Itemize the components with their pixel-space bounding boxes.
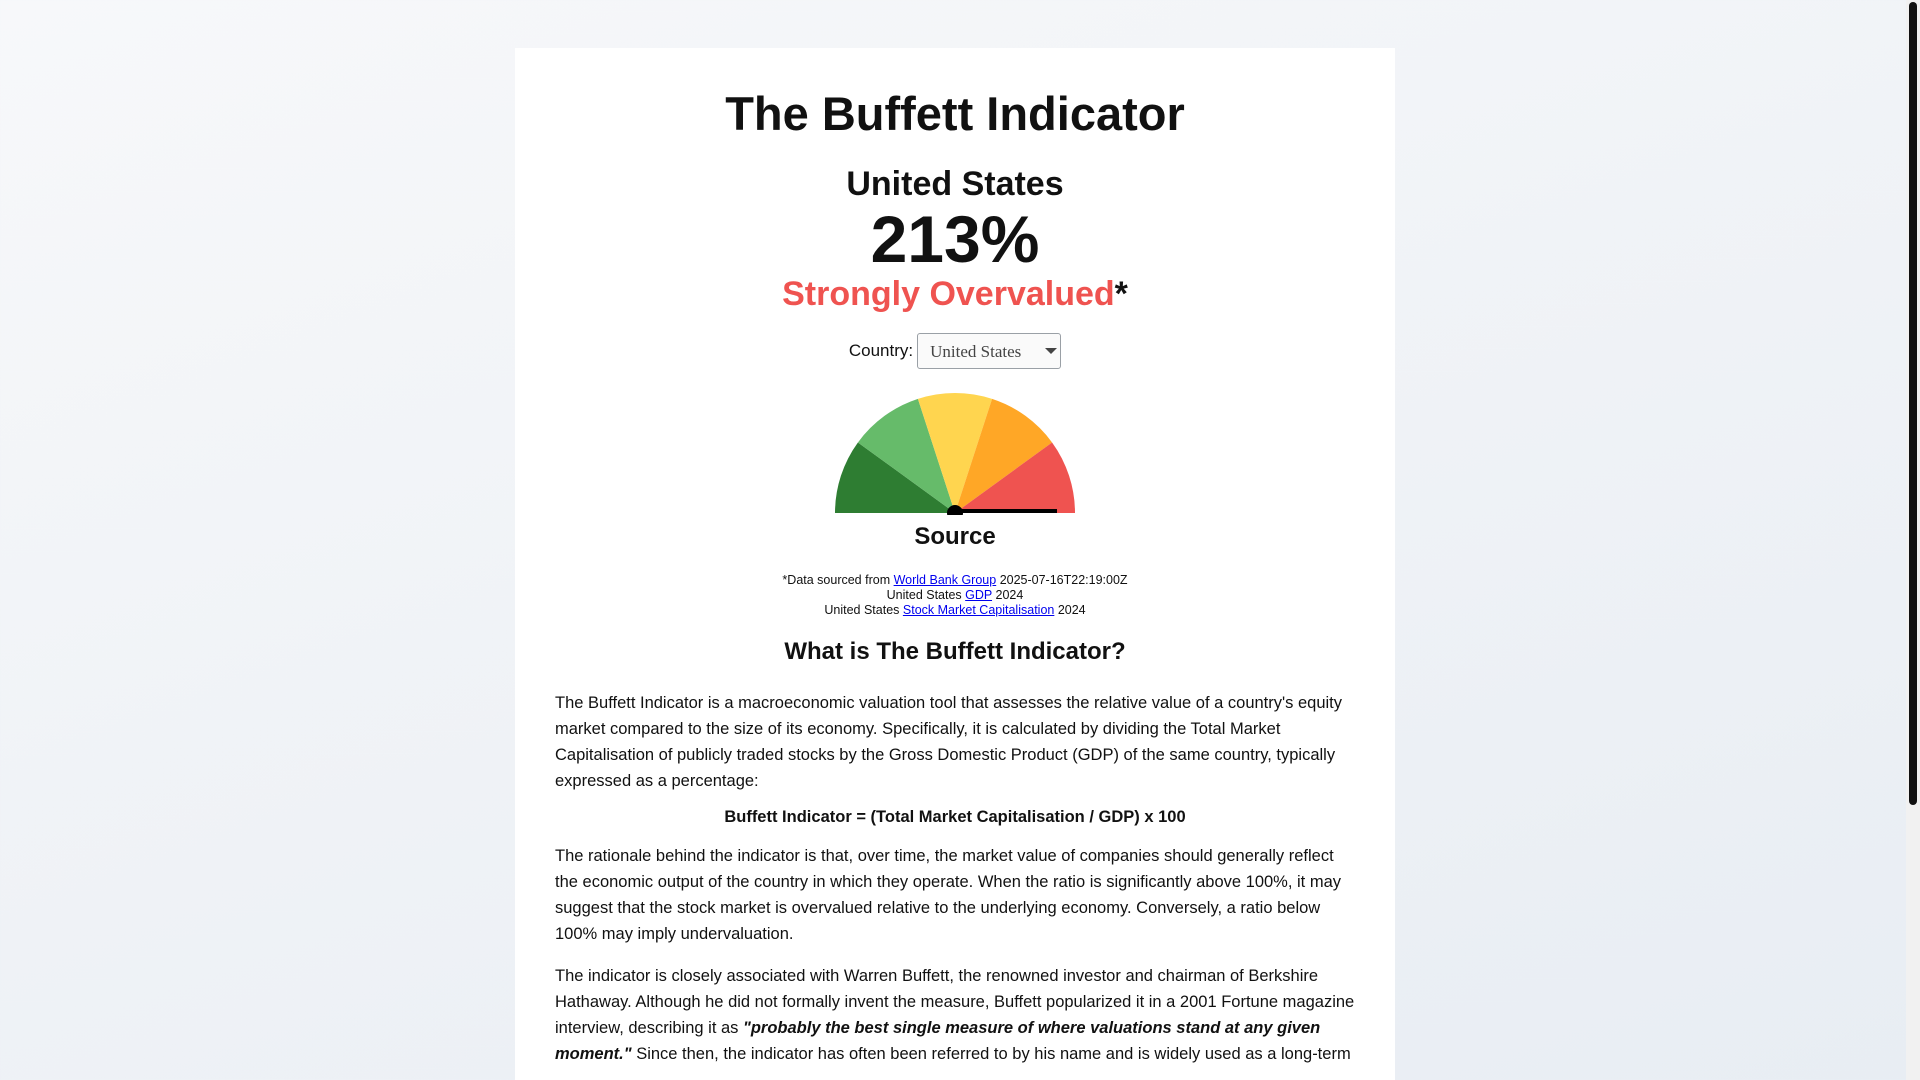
source-timestamp: 2025-07-16T22:19:00Z: [999, 573, 1128, 588]
gdp-country: United States: [886, 588, 962, 603]
source-line-gdp: [555, 588, 1355, 603]
indicator-formula: Buffett Indicator = (Total Market Capitalisation / GDP) x 100: [724, 808, 1186, 827]
scrollbar-thumb[interactable]: [1909, 2, 1917, 805]
about-paragraph-3: [555, 963, 1355, 1067]
verdict-footnote-mark: *: [1114, 275, 1128, 314]
about-paragraph-3-intro: The indicator is closely associated with Warren Buffett, the renowned investor and chairman of Berkshire Hathaway. Although he did not formally invent the measure, Buffett popularized it in a 2001 Fortune magazine interview, describing it as: [555, 967, 1355, 1038]
page-scrollbar[interactable]: [1906, 0, 1920, 1080]
valuation-verdict: Strongly Overvalued: [782, 275, 1115, 314]
indicator-ratio: 213%: [870, 202, 1040, 277]
gauge-container: [555, 387, 1355, 515]
gdp-year: 2024: [995, 588, 1024, 603]
country-select[interactable]: [917, 333, 1061, 369]
page-title: The Buffett Indicator: [725, 87, 1185, 140]
country-selector-label: Country:: [848, 341, 914, 361]
gdp-link[interactable]: GDP: [965, 588, 993, 603]
market-cap-link[interactable]: Stock Market Capitalisation: [902, 603, 1055, 618]
country-name: United States: [846, 165, 1064, 204]
valuation-gauge: [825, 387, 1085, 515]
country-select-value: United States: [930, 342, 1022, 362]
about-heading: What is The Buffett Indicator?: [784, 638, 1126, 666]
buffett-quote: "probably the best single measure of where valuations stand at any given moment.": [555, 1019, 1321, 1064]
source-line-market-cap: [555, 603, 1355, 618]
market-cap-year: 2024: [1057, 603, 1086, 618]
source-heading: Source: [914, 523, 996, 551]
valuation-verdict-line: [555, 276, 1355, 313]
source-citations: [555, 573, 1355, 618]
about-paragraph-3-rest: Since then, the indicator has often been referred to by his name and is widely used as a long-term: [636, 1045, 1351, 1064]
chevron-down-icon: [1045, 348, 1057, 354]
about-paragraph-2: The rationale behind the indicator is that, over time, the market value of companies should generally reflect the economic output of the country in which they operate. When the ratio is significantly above 100%, it may suggest that the stock market is overvalued relative to the underlying economy. Conversely, a ratio below 100% may imply undervaluation.: [555, 847, 1342, 944]
about-paragraph-1: The Buffett Indicator is a macroeconomic valuation tool that assesses the relative value of a country's equity market compared to the size of its economy. Specifically, it is calculated by dividing the Total Market Capitalisation of publicly traded stocks by the Gross Domestic Product (GDP) of the same country, typically expressed as a percentage:: [555, 694, 1343, 791]
main-card: [515, 48, 1395, 1080]
source-line-provider: [555, 573, 1355, 588]
market-cap-country: United States: [824, 603, 900, 618]
source-provider-prefix: *Data sourced from: [782, 573, 891, 588]
world-bank-link[interactable]: World Bank Group: [893, 573, 997, 588]
country-selector-row: [555, 333, 1355, 369]
